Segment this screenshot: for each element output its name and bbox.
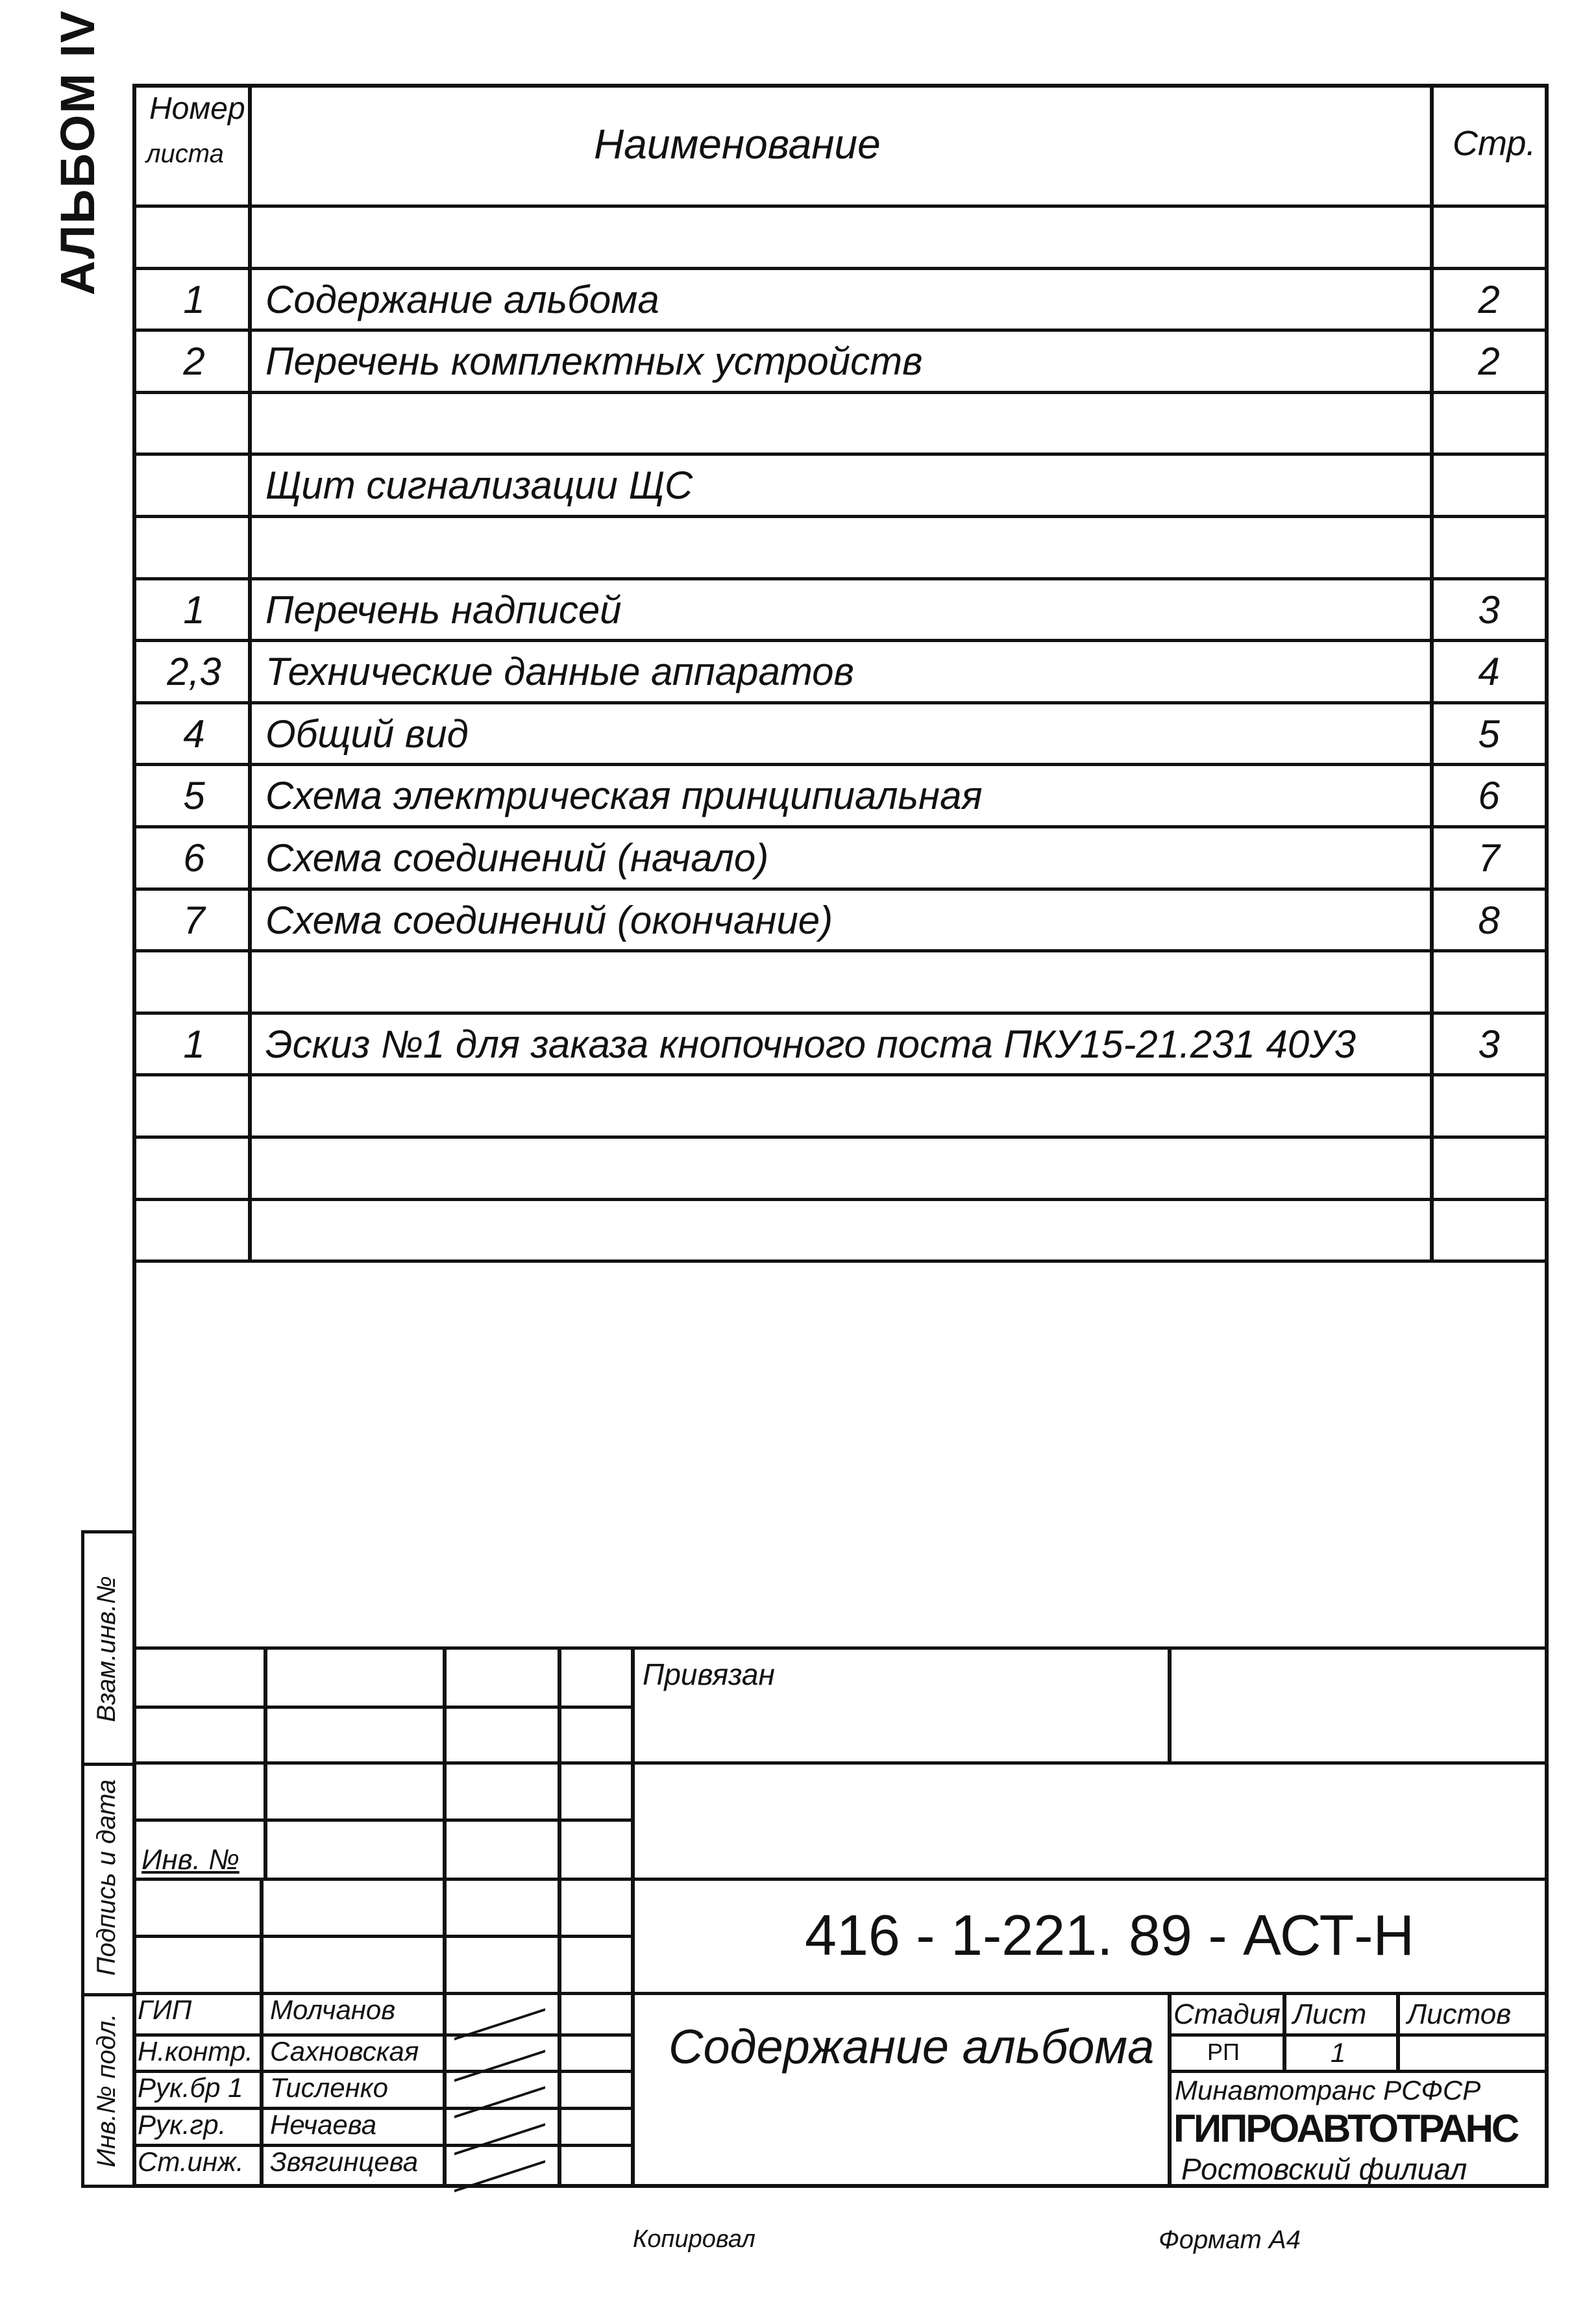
table-row [132, 826, 1549, 889]
item-name: Технические данные аппаратов [265, 650, 854, 694]
page-number: 3 [1478, 1022, 1500, 1066]
sheet-number: 1 [183, 277, 205, 321]
item-name: Общий вид [265, 712, 469, 756]
item-name: Эскиз №1 для заказа кнопочного поста ПКУ15-21.231 40У3 [265, 1022, 1356, 1066]
table-row [132, 1137, 1549, 1199]
stage-label: Стадия [1173, 1998, 1281, 2030]
format-label: Формат А4 [1159, 2226, 1301, 2254]
table-row [132, 392, 1549, 454]
person-role: Рук.бр 1 [138, 2072, 243, 2103]
sheet-value: 1 [1331, 2037, 1346, 2068]
item-name: Перечень надписей [265, 588, 622, 632]
page-number: 8 [1478, 898, 1500, 942]
sheet-label: Лист [1293, 1998, 1367, 2030]
org-name: ГИПРОАВТОТРАНС [1173, 2107, 1518, 2150]
sheet-number: 1 [183, 1022, 205, 1066]
person-name: Сахновская [270, 2036, 419, 2066]
sheets-label: Листов [1407, 1998, 1512, 2030]
table-row [132, 516, 1549, 578]
item-name: Схема соединений (окончание) [265, 898, 833, 942]
org-branch: Ростовский филиал [1181, 2152, 1467, 2186]
designation: 416 - 1-221. 89 - АСТ-Н [805, 1903, 1415, 1967]
album-label: АЛЬБОМ IV [51, 9, 104, 295]
table-row [132, 889, 1549, 951]
person-name: Нечаева [270, 2109, 377, 2140]
page-number: 3 [1478, 588, 1500, 632]
item-name: Щит сигнализации ЩС [265, 464, 693, 508]
header-sheet-no-line2: листа [146, 140, 224, 168]
header-name: Наименование [594, 121, 881, 168]
sheet-number: 5 [183, 774, 205, 818]
attached-label: Привязан [643, 1657, 775, 1691]
sheet-number: 2,3 [167, 650, 221, 694]
person-role: Рук.гр. [138, 2109, 227, 2140]
table-row [132, 206, 1549, 268]
page-number: 2 [1478, 340, 1500, 384]
document-title: Содержание альбома [669, 2020, 1155, 2074]
stage-value: РП [1207, 2039, 1240, 2065]
table-row [132, 1199, 1549, 1261]
replace-inv-label: Взам.инв.№ [92, 1576, 121, 1722]
person-role: Н.контр. [138, 2036, 253, 2066]
item-name: Содержание альбома [265, 277, 659, 321]
sheet-number: 1 [183, 588, 205, 632]
table-row [132, 578, 1549, 641]
header-sheet-no-line1: Номер [149, 92, 245, 126]
table-row [132, 764, 1549, 826]
person-role: Ст.инж. [138, 2146, 244, 2177]
signature-date-label: Подпись и дата [92, 1779, 121, 1976]
person-name: Звягинцева [270, 2146, 419, 2177]
sheet-number: 6 [183, 836, 205, 880]
person-name: Молчанов [270, 1994, 396, 2025]
sheet-number: 7 [183, 898, 205, 942]
page-number: 6 [1478, 774, 1500, 818]
table-row [132, 1013, 1549, 1075]
item-name: Перечень комплектных устройств [265, 340, 923, 384]
table-row [132, 330, 1549, 392]
page-number: 2 [1478, 277, 1500, 321]
page-number: 4 [1478, 650, 1500, 694]
item-name: Схема соединений (начало) [265, 836, 769, 880]
person-name: Тисленко [270, 2072, 388, 2103]
table-row [132, 454, 1549, 516]
table-row [132, 702, 1549, 765]
table-row [132, 950, 1549, 1013]
page-number: 7 [1478, 836, 1500, 880]
item-name: Схема электрическая принципиальная [265, 774, 983, 818]
table-row [132, 268, 1549, 330]
orig-inv-label: Инв.№ подл. [92, 2013, 121, 2168]
copied-label: Копировал [633, 2226, 755, 2253]
person-role: ГИП [138, 1994, 192, 2025]
header-page: Стр. [1453, 124, 1536, 163]
sheet-number: 4 [183, 712, 205, 756]
inv-no-label: Инв. № [141, 1844, 239, 1876]
sheet-number: 2 [183, 340, 205, 384]
table-row [132, 1074, 1549, 1137]
page-number: 5 [1478, 712, 1500, 756]
table-row [132, 640, 1549, 702]
org-ministry: Минавтотранс РСФСР [1175, 2075, 1481, 2105]
